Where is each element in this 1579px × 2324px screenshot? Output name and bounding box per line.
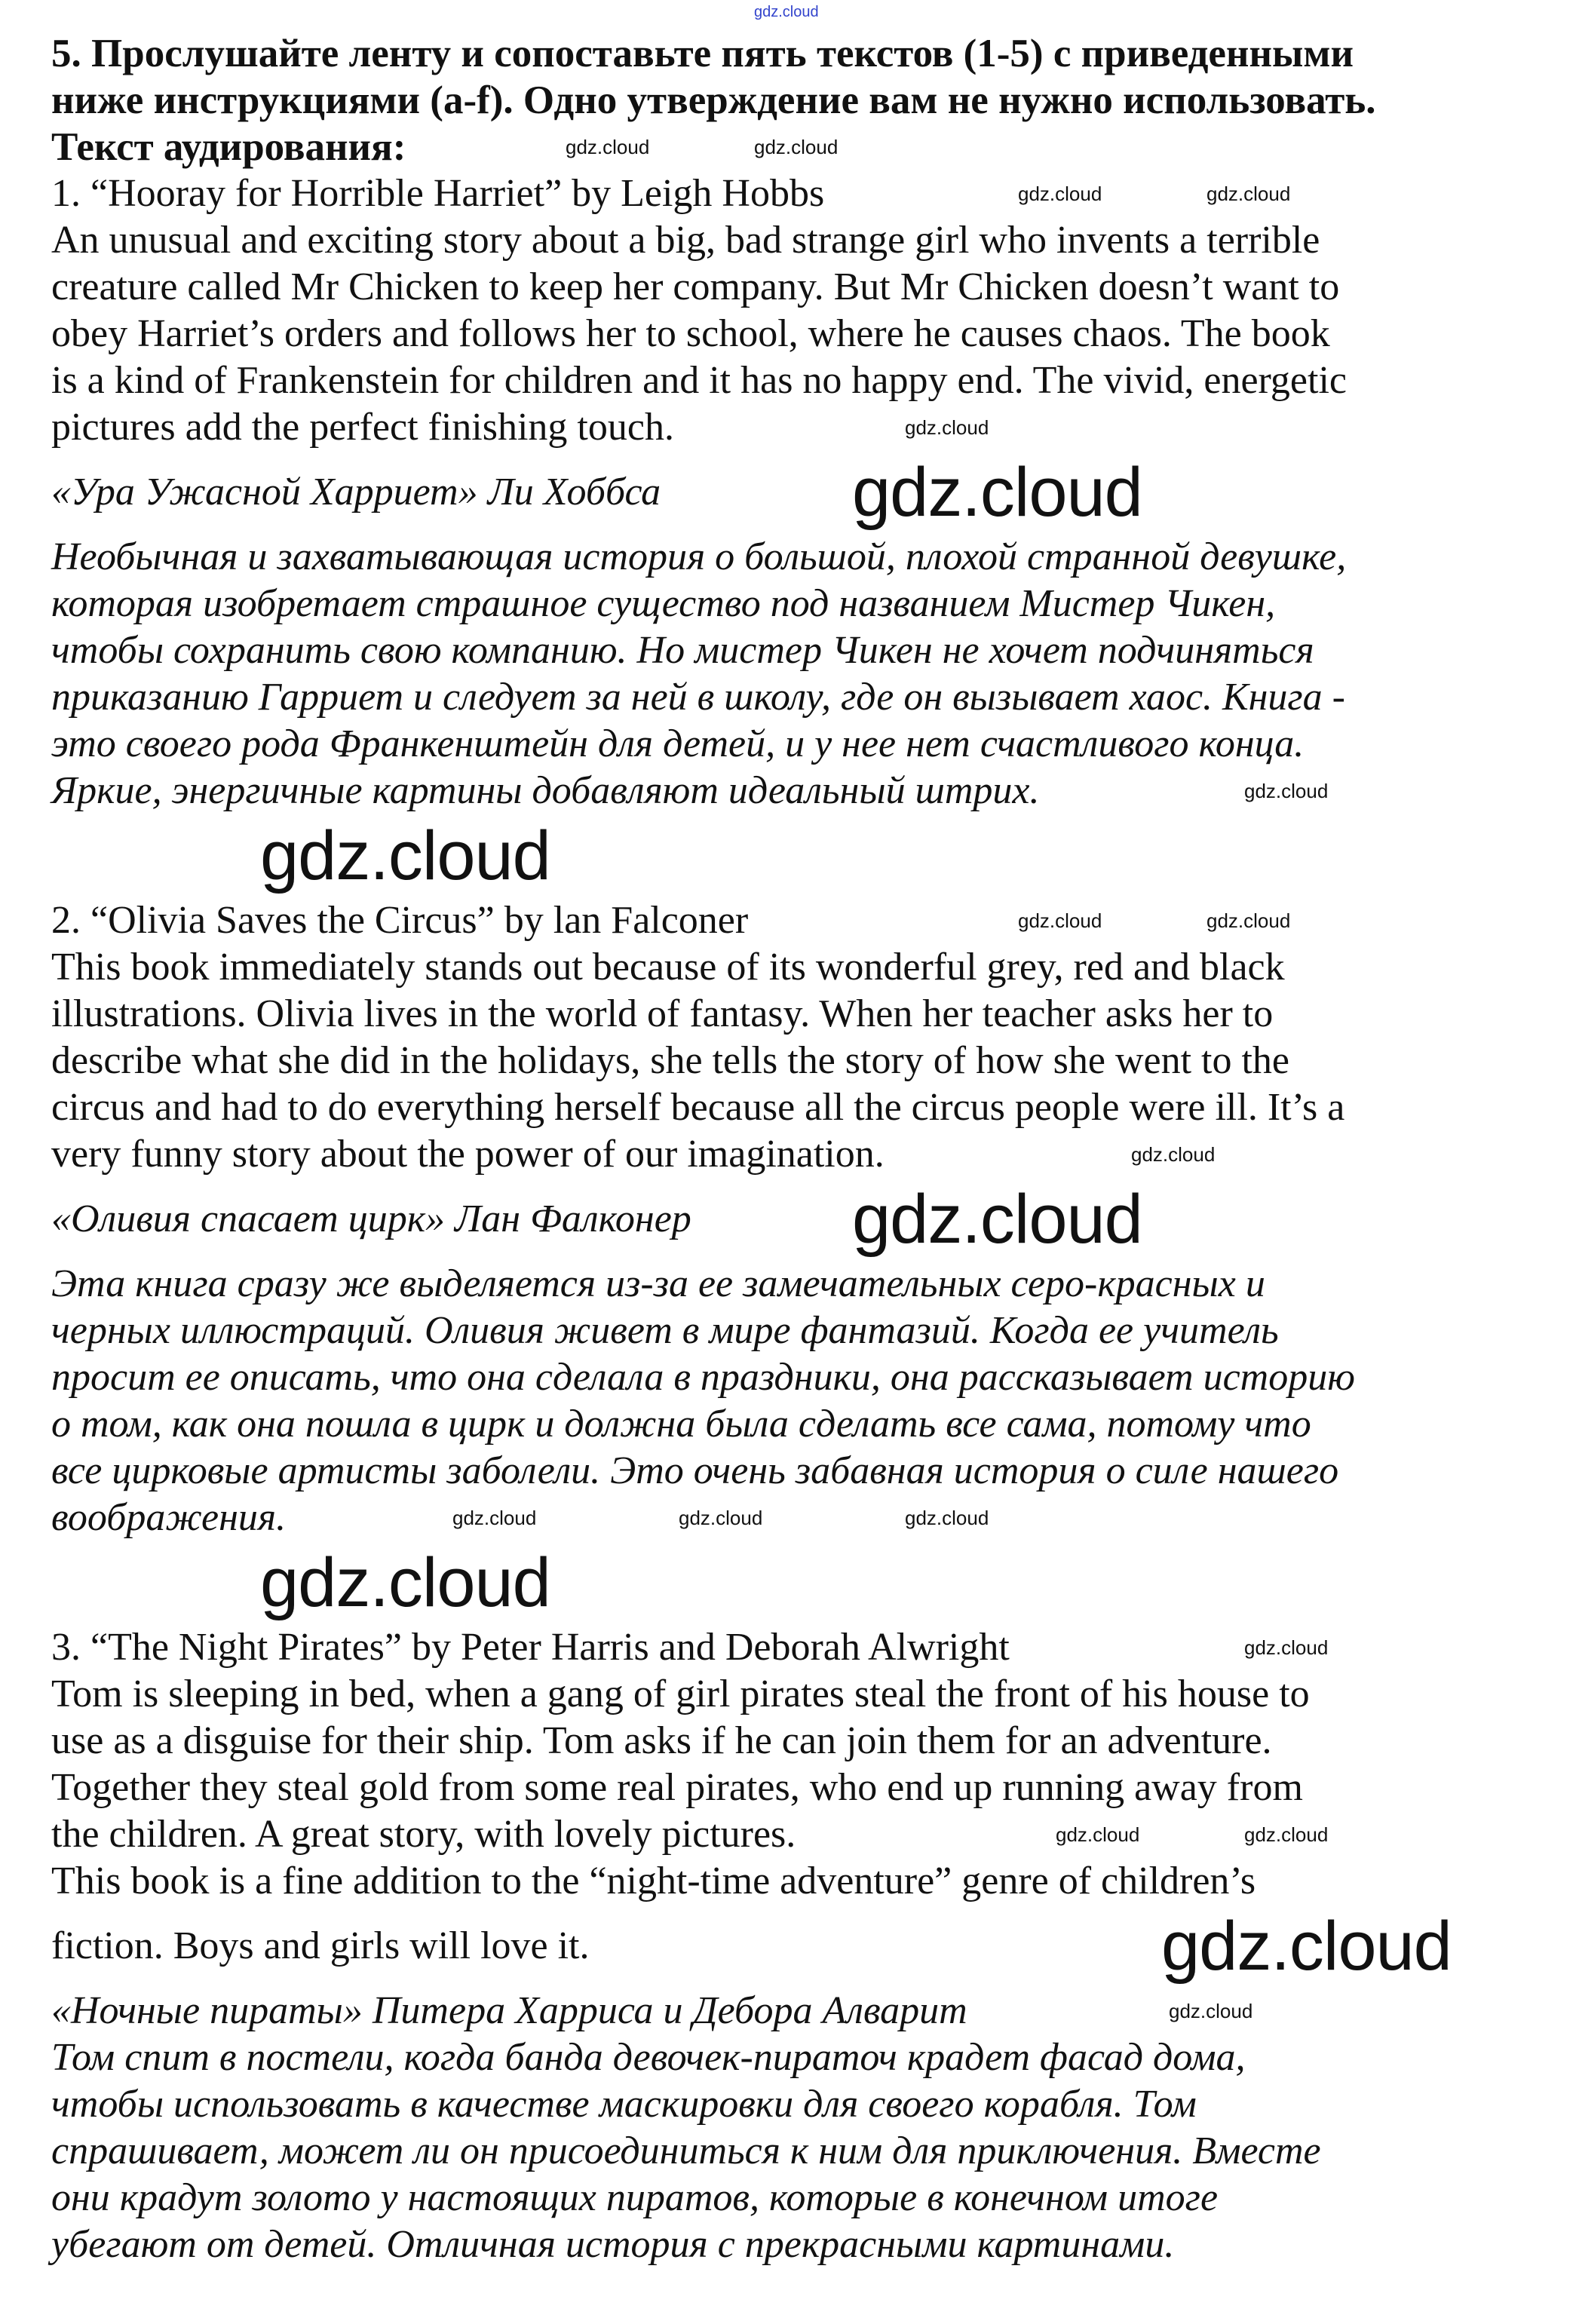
- translation-line: убегают от детей. Отличная история с прекрасными картинами.: [51, 2223, 1175, 2266]
- watermark-small: gdz.cloud: [1244, 1823, 1329, 1846]
- task-heading-line: 5. Прослушайте ленту и сопоставьте пять текстов (1-5) с приведенными: [51, 32, 1354, 75]
- watermark-small: gdz.cloud: [1056, 1823, 1140, 1846]
- watermark-small: gdz.cloud: [1018, 909, 1102, 932]
- watermark-small: gdz.cloud: [452, 1507, 537, 1529]
- text-line: fiction. Boys and girls will love it.: [51, 1924, 590, 1967]
- translation-line: Яркие, энергичные картины добавляют идеальный штрих.: [51, 769, 1040, 812]
- translation-line: Необычная и захватывающая история о большой, плохой странной девушке,: [51, 535, 1347, 578]
- text-line: This book is a fine addition to the “night-time adventure” genre of children’s: [51, 1860, 1256, 1902]
- text-line: circus and had to do everything herself because all the circus people were ill. It’s a: [51, 1086, 1345, 1129]
- text-line: 1. “Hooray for Horrible Harriet” by Leigh Hobbs: [51, 172, 825, 215]
- translation-line: которая изобретает страшное существо под названием Мистер Чикен,: [51, 582, 1276, 625]
- header-watermark: gdz.cloud: [754, 4, 819, 20]
- text-line: creature called Mr Chicken to keep her company. But Mr Chicken doesn’t want to: [51, 265, 1340, 308]
- watermark-small: gdz.cloud: [754, 136, 839, 158]
- translation-line: приказанию Гарриет и следует за ней в школу, где он вызывает хаос. Книга -: [51, 676, 1345, 719]
- translation-line: о том, как она пошла в цирк и должна была сделать все сама, потому что: [51, 1403, 1311, 1446]
- translation-line: они крадут золото у настоящих пиратов, которые в конечном итоге: [51, 2176, 1219, 2219]
- translation-line: все цирковые артисты заболели. Это очень забавная история о силе нашего: [51, 1449, 1339, 1492]
- text-line: use as a disguise for their ship. Tom asks if he can join them for an adventure.: [51, 1719, 1272, 1762]
- translation-line: спрашивает, может ли он присоединиться к ним для приключения. Вместе: [51, 2129, 1321, 2172]
- translation-line: чтобы сохранить свою компанию. Но мистер Чикен не хочет подчиняться: [51, 629, 1314, 672]
- watermark-small: gdz.cloud: [1206, 909, 1291, 932]
- watermark: gdz.cloud: [260, 1544, 550, 1621]
- text-line: 2. “Olivia Saves the Circus” by lan Falconer: [51, 899, 749, 942]
- watermark-small: gdz.cloud: [1244, 1636, 1329, 1659]
- watermark-small: gdz.cloud: [1244, 780, 1329, 802]
- translation-line: Том спит в постели, когда банда девочек-пираточ крадет фасад дома,: [51, 2036, 1246, 2079]
- watermark: gdz.cloud: [1161, 1908, 1452, 1985]
- text-line: This book immediately stands out because of its wonderful grey, red and black: [51, 946, 1285, 989]
- watermark: gdz.cloud: [852, 1181, 1142, 1258]
- translation-line: чтобы использовать в качестве маскировки для своего корабля. Том: [51, 2083, 1197, 2126]
- watermark-small: gdz.cloud: [679, 1507, 763, 1529]
- watermark: gdz.cloud: [852, 454, 1142, 531]
- translation-line: воображения.: [51, 1496, 287, 1539]
- text-line: the children. A great story, with lovely pictures.: [51, 1813, 796, 1856]
- watermark-small: gdz.cloud: [905, 1507, 989, 1529]
- text-line: 3. “The Night Pirates” by Peter Harris and Deborah Alwright: [51, 1626, 1010, 1669]
- translation-line: это своего рода Франкенштейн для детей, и у нее нет счастливого конца.: [51, 722, 1305, 765]
- watermark-small: gdz.cloud: [905, 416, 989, 439]
- text-line: Together they steal gold from some real pirates, who end up running away from: [51, 1766, 1303, 1809]
- watermark-small: gdz.cloud: [1169, 2000, 1253, 2022]
- text-line: is a kind of Frankenstein for children and it has no happy end. The vivid, energetic: [51, 359, 1347, 402]
- watermark-small: gdz.cloud: [1018, 182, 1102, 205]
- translation-line: черных иллюстраций. Оливия живет в мире фантазий. Когда ее учитель: [51, 1309, 1279, 1352]
- watermark-small: gdz.cloud: [1206, 182, 1291, 205]
- task-heading-line: Текст аудирования:: [51, 125, 406, 169]
- translation-line: «Оливия спасает цирк» Лан Фалконер: [51, 1197, 691, 1240]
- text-line: pictures add the perfect finishing touch.: [51, 406, 674, 449]
- text-line: obey Harriet’s orders and follows her to school, where he causes chaos. The book: [51, 312, 1330, 355]
- translation-line: просит ее описать, что она сделала в праздники, она рассказывает историю: [51, 1356, 1355, 1399]
- task-heading-line: ниже инструкциями (a-f). Одно утверждение вам не нужно использовать.: [51, 78, 1376, 122]
- text-line: very funny story about the power of our imagination.: [51, 1133, 885, 1176]
- text-line: An unusual and exciting story about a big, bad strange girl who invents a terrible: [51, 219, 1320, 262]
- text-line: illustrations. Olivia lives in the world of fantasy. When her teacher asks her to: [51, 992, 1274, 1035]
- translation-line: «Ура Ужасной Харриет» Ли Хоббса: [51, 471, 661, 514]
- translation-line: Эта книга сразу же выделяется из-за ее замечательных серо-красных и: [51, 1262, 1265, 1305]
- watermark-small: gdz.cloud: [1131, 1143, 1216, 1166]
- watermark-small: gdz.cloud: [566, 136, 650, 158]
- watermark: gdz.cloud: [260, 817, 550, 894]
- text-line: describe what she did in the holidays, she tells the story of how she went to the: [51, 1039, 1290, 1082]
- translation-line: «Ночные пираты» Питера Харриса и Дебора Алварит: [51, 1989, 967, 2032]
- text-line: Tom is sleeping in bed, when a gang of girl pirates steal the front of his house to: [51, 1672, 1310, 1715]
